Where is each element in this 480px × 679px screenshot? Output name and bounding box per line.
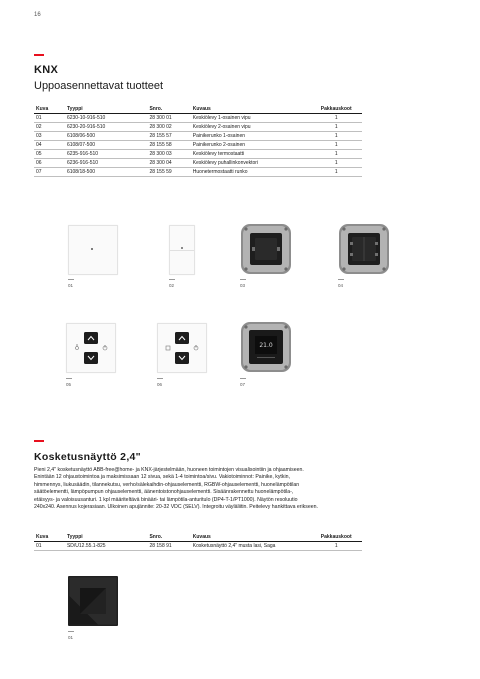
table-header-row <box>34 532 362 542</box>
product-image-knx-07 <box>240 321 292 373</box>
cell-snro: 28 155 59 <box>147 168 190 177</box>
caption-divider <box>338 279 344 280</box>
column-header: Tyyppi <box>65 104 148 114</box>
cell-kuva: 02 <box>34 123 65 132</box>
touch-display-illustration <box>68 576 118 626</box>
table-header-row <box>34 104 362 114</box>
description-line: Pieni 2,4" kosketusnäyttö ABB-free@home- ja KNX-järjestelmään, huoneen toimintojen visualisointiin ja ohjaamiseen. <box>34 467 304 473</box>
cell-pakkauskoot: 1 <box>310 168 362 177</box>
led-dot-icon <box>91 248 93 250</box>
product-table-knx <box>34 104 362 177</box>
rocker-divider <box>170 250 194 251</box>
cell-pakkauskoot: 1 <box>310 114 362 123</box>
cell-pakkauskoot: 1 <box>310 132 362 141</box>
cell-kuvaus: Kosketusnäyttö 2,4" musta lasi, Saga <box>191 542 311 551</box>
cell-kuva: 07 <box>34 168 65 177</box>
cell-pakkauskoot: 1 <box>310 159 362 168</box>
cell-snro: 28 155 58 <box>147 141 190 150</box>
cell-tyyppi: SD/U12.55.1-825 <box>65 542 148 551</box>
accent-bar <box>34 54 44 56</box>
push-button-frame-2-illustration <box>338 223 390 275</box>
cell-kuvaus: Keskiölevy 2-osainen vipu <box>191 123 311 132</box>
cell-pakkauskoot: 1 <box>310 150 362 159</box>
cell-kuvaus: Huonetermostaatti runko <box>191 168 311 177</box>
product-image-touch-display-01 <box>68 576 118 626</box>
fan-coil-plate-illustration <box>158 324 206 372</box>
table-row <box>34 542 362 551</box>
table-row <box>34 168 362 177</box>
cell-kuvaus: Keskiölevy 1-osainen vipu <box>191 114 311 123</box>
column-header: Snro. <box>147 532 190 542</box>
cell-tyyppi: 6236-916-510 <box>65 159 148 168</box>
cell-tyyppi: 6108/07-500 <box>65 141 148 150</box>
cell-tyyppi: 6108/06-500 <box>65 132 148 141</box>
cell-snro: 28 300 03 <box>147 150 190 159</box>
caption-divider <box>66 378 72 379</box>
product-image-knx-03 <box>240 223 292 275</box>
cell-pakkauskoot: 1 <box>310 123 362 132</box>
column-header: Kuva <box>34 532 65 542</box>
caption-divider <box>240 279 246 280</box>
caption-divider <box>169 279 175 280</box>
section-title-touch-display: Kosketusnäyttö 2,4" <box>34 451 141 463</box>
image-caption: 03 <box>240 283 246 288</box>
cell-kuva: 03 <box>34 132 65 141</box>
page-number: 16 <box>34 12 41 18</box>
cell-snro: 28 300 01 <box>147 114 190 123</box>
cell-kuva: 01 <box>34 114 65 123</box>
cell-tyyppi: 6108/18-500 <box>65 168 148 177</box>
section-title-knx: KNX <box>34 64 59 76</box>
image-caption: 01 <box>68 635 74 640</box>
description-line: himmennys, liukusäädin, tilannekutsu, verho/sälekaihdin-ohjauselementti, RGBW-ohjauselementti, huonelämpötilan <box>34 481 300 488</box>
product-image-knx-05 <box>66 323 116 373</box>
table-row <box>34 123 362 132</box>
image-caption: 06 <box>157 382 163 387</box>
product-image-knx-01 <box>68 225 118 275</box>
caption-divider <box>240 378 246 379</box>
column-header: Pakkauskoot <box>310 532 362 542</box>
product-table-touch-display <box>34 532 362 551</box>
cell-snro: 28 300 04 <box>147 159 190 168</box>
cell-kuvaus: Painikerunko 1-osainen <box>191 132 311 141</box>
table-row <box>34 141 362 150</box>
cell-kuva: 04 <box>34 141 65 150</box>
description-line: Enintään 12 ohjaustoimintoa ja maksimissaan 12 sivua, sekä 1-4 toimintoa/sivu. Vakiotoiminnot: Painike, kytkin, <box>34 474 290 481</box>
description-line: etäisyys- ja valoisuusanturi. 1 kpl määriteltävä binääri- tai lämpötila-anturitulo (DP4-T-1/PT1000). Näytön resoluutio <box>34 496 298 503</box>
led-dot-icon <box>181 247 183 249</box>
thermostat-plate-illustration <box>67 324 115 372</box>
table-row <box>34 132 362 141</box>
product-image-knx-04 <box>338 223 390 275</box>
cell-kuva: 01 <box>34 542 65 551</box>
description-line: 240x240. Asennus kojerasiaan. Ulkoinen apujännite: 20-32 VDC (SELV). Integroitu väyläliitin. Peitelevy hankittava erikseen. <box>34 504 318 511</box>
cell-tyyppi: 6230-20-916-510 <box>65 123 148 132</box>
push-button-frame-illustration <box>240 223 292 275</box>
cell-kuvaus: Keskiölevy termostaatti <box>191 150 311 159</box>
svg-text:21.0: 21.0 <box>259 342 273 349</box>
product-image-knx-06 <box>157 323 207 373</box>
cell-snro: 28 155 57 <box>147 132 190 141</box>
table-row <box>34 114 362 123</box>
product-description <box>34 467 374 511</box>
table-row <box>34 159 362 168</box>
cell-kuva: 05 <box>34 150 65 159</box>
image-caption: 05 <box>66 382 72 387</box>
image-caption: 04 <box>338 283 344 288</box>
description-line: säätöelementti, lämpöpumpun ohjauselementti, äänentoistonohjauselementti. Sisäänrakennettu huonelämpötila-, <box>34 489 294 496</box>
column-header: Kuvaus <box>191 532 311 542</box>
image-caption: 02 <box>169 283 175 288</box>
cell-snro: 28 158 91 <box>147 542 190 551</box>
cell-kuva: 06 <box>34 159 65 168</box>
product-image-knx-02 <box>169 225 195 275</box>
column-header: Kuva <box>34 104 65 114</box>
image-caption: 01 <box>68 283 74 288</box>
column-header: Tyyppi <box>65 532 148 542</box>
cell-pakkauskoot: 1 <box>310 542 362 551</box>
cell-kuvaus: Keskiölevy puhallinkonvektori <box>191 159 311 168</box>
column-header: Kuvaus <box>191 104 311 114</box>
cell-tyyppi: 6235-916-510 <box>65 150 148 159</box>
caption-divider <box>157 378 163 379</box>
cell-snro: 28 300 02 <box>147 123 190 132</box>
column-header: Snro. <box>147 104 190 114</box>
column-header: Pakkauskoot <box>310 104 362 114</box>
image-caption: 07 <box>240 382 246 387</box>
caption-divider <box>68 279 74 280</box>
cell-tyyppi: 6230-10-916-510 <box>65 114 148 123</box>
table-row <box>34 150 362 159</box>
cell-kuvaus: Painikerunko 2-osainen <box>191 141 311 150</box>
accent-bar <box>34 440 44 442</box>
room-thermostat-illustration <box>240 321 292 373</box>
cell-pakkauskoot: 1 <box>310 141 362 150</box>
caption-divider <box>68 631 74 632</box>
section-subtitle: Uppoasennettavat tuotteet <box>34 80 164 92</box>
